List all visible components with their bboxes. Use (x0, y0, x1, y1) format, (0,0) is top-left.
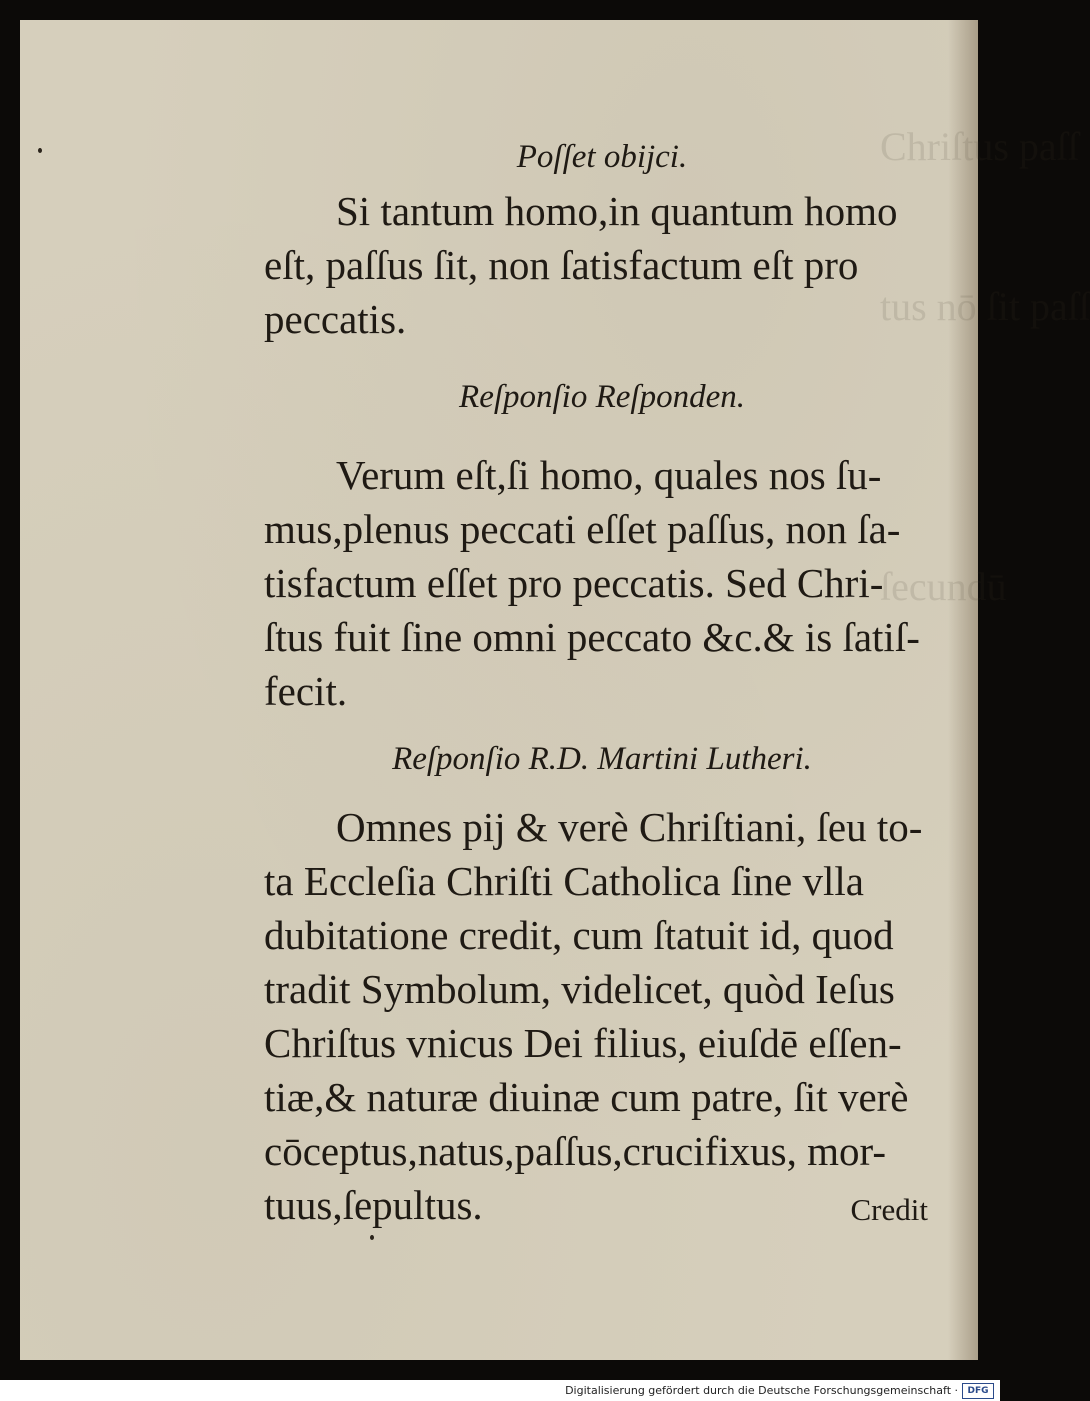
paragraph-objection (264, 184, 940, 346)
text-line: Verum eſt,ſi homo, quales nos ſu- (336, 452, 882, 498)
text-line: tuus,ſepultus. (264, 1182, 483, 1228)
digitization-footer (0, 1380, 1000, 1401)
text-line: peccatis. (264, 296, 407, 342)
text-line: tisfactum eſſet pro peccatis. Sed Chri- (264, 560, 884, 606)
text-line: Chriſtus vnicus Dei filius, eiuſdē eſſen- (264, 1020, 902, 1066)
text-line: tiæ,& naturæ diuinæ cum patre, ſit verè (264, 1074, 909, 1120)
page-edge-shadow (948, 20, 978, 1360)
text-line: Si tantum homo,in quantum homo (336, 188, 898, 234)
bleed-through-text: Chriſtus paſſ (880, 124, 1079, 169)
catchword: Credit (850, 1192, 928, 1227)
heading-responsio-lutheri: Reſponſio R.D. Martini Lutheri. (392, 741, 812, 777)
paragraph-luther-response (264, 800, 940, 1232)
bleed-through-text: ſecundū (880, 564, 1007, 609)
page-text (264, 130, 940, 1232)
text-line: Omnes pij & verè Chriſtiani, ſeu to- (336, 804, 923, 850)
funding-credit: Digitalisierung gefördert durch die Deutsche Forschungsgemeinschaft · (565, 1384, 958, 1397)
ink-speck (38, 148, 42, 153)
book-page (20, 20, 1090, 1360)
heading-posset-obijci: Poſſet obijci. (516, 139, 688, 175)
text-line: tradit Symbolum, videlicet, quòd Ieſus (264, 966, 895, 1012)
text-line: eſt, paſſus ſit, non ſatisfactum eſt pro (264, 242, 859, 288)
dfg-logo: DFG (962, 1383, 994, 1399)
text-line: mus,plenus peccati eſſet paſſus, non ſa- (264, 506, 901, 552)
text-line: ta Eccleſia Chriſti Catholica ſine vlla (264, 858, 864, 904)
text-line: ſtus fuit ſine omni peccato &c.& is ſatiſ- (264, 614, 920, 660)
bleed-through-text: tus nō ſit paſſ (880, 284, 1090, 329)
paragraph-response (264, 448, 940, 718)
heading-responsio-responden: Reſponſio Reſponden. (459, 379, 745, 415)
ink-speck (370, 1235, 374, 1240)
text-line: cōceptus,natus,paſſus,crucifixus, mor- (264, 1128, 886, 1174)
text-line: dubitatione credit, cum ſtatuit id, quod (264, 912, 894, 958)
text-line: fecit. (264, 668, 348, 714)
